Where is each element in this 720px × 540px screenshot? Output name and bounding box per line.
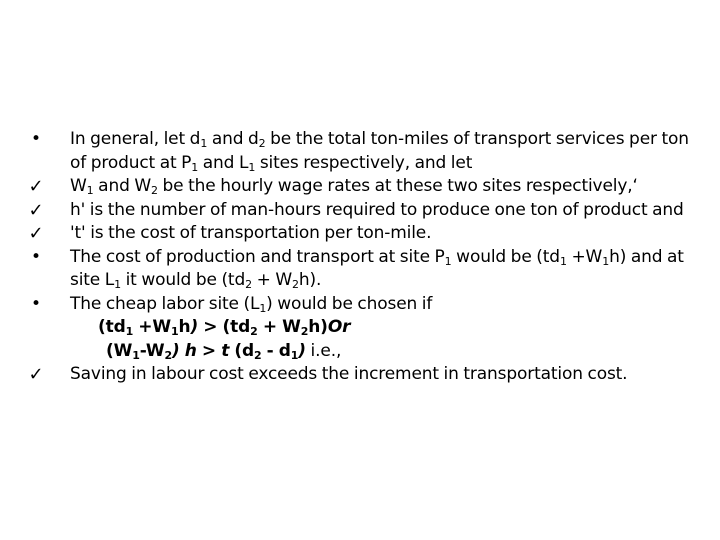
subscript: 1 (444, 254, 452, 268)
list-item (26, 199, 694, 223)
text: be the hourly wage rates at these two sites respectively,‘ (157, 176, 638, 196)
bullet-dot: • (31, 246, 41, 267)
list-item (26, 246, 694, 293)
text: and L (198, 152, 249, 173)
formula-text: ) (298, 340, 306, 361)
text: In general, let d (70, 129, 201, 149)
text: h) and at site L (70, 246, 684, 290)
subscript: 2 (253, 348, 262, 362)
text: 't' is the cost of transportation per ton-mile. (70, 223, 432, 243)
formula-text: ) (172, 340, 180, 361)
subscript: 1 (200, 137, 208, 150)
text: W (70, 176, 87, 196)
subscript: 1 (125, 325, 134, 338)
formula-text: h) (308, 317, 328, 337)
subscript: 1 (114, 278, 121, 291)
formula-text: (W (106, 340, 133, 361)
formula-text: +W (133, 317, 172, 337)
bullet-dot: • (31, 129, 41, 149)
subscript: 2 (258, 137, 266, 150)
formula-line (26, 340, 694, 364)
bullet-dot: • (31, 293, 41, 314)
text: h' is the number of man-hours required to produce one ton of product and (70, 199, 684, 220)
formula-text: Or (327, 317, 351, 337)
text: The cheap labor site (L (70, 293, 260, 314)
text: it would be (td (120, 270, 246, 290)
text: be the total ton-miles of transport services per ton of product at P (70, 129, 689, 173)
subscript: 1 (86, 184, 94, 197)
formula-text: - d (261, 340, 291, 361)
text: +W (566, 246, 603, 267)
text: sites respectively, and let (255, 152, 473, 173)
text: ) would be chosen if (266, 293, 433, 314)
subscript: 2 (300, 325, 309, 338)
text: would be (td (451, 246, 560, 267)
list-item (26, 175, 694, 199)
subscript: 2 (245, 278, 252, 291)
formula-text: h (178, 317, 191, 337)
formula-text: -W (139, 340, 165, 361)
checkmark-icon: ✓ (28, 364, 44, 385)
text: and W (93, 176, 152, 196)
text: + W (251, 270, 293, 290)
bullet-list (26, 128, 694, 387)
checkmark-icon: ✓ (28, 199, 44, 221)
list-item (26, 128, 694, 175)
formula-text: (d (229, 340, 254, 361)
checkmark-icon: ✓ (28, 223, 44, 244)
formula-text: + W (257, 317, 301, 337)
formula-text: > (td (198, 317, 251, 337)
list-item (26, 293, 694, 317)
subscript: 2 (164, 348, 173, 362)
text: The cost of production and transport at site P (70, 246, 445, 267)
list-item (26, 222, 694, 246)
formula-text: ) (190, 317, 199, 337)
text: h). (298, 270, 322, 290)
text: Saving in labour cost exceeds the increment in transportation cost. (70, 364, 628, 384)
subscript: 2 (250, 325, 258, 338)
subscript: 1 (290, 348, 299, 362)
subscript: 1 (602, 254, 610, 268)
subscript: 1 (248, 160, 256, 174)
formula-text: i.e., (305, 340, 342, 361)
text: and d (207, 129, 259, 149)
formula-text: h > t (179, 340, 230, 361)
subscript: 2 (151, 184, 158, 197)
checkmark-icon: ✓ (28, 176, 44, 197)
formula-line (26, 316, 694, 340)
list-item (26, 363, 694, 387)
formula-text: (td (98, 317, 126, 337)
subscript: 1 (259, 301, 267, 315)
subscript: 1 (559, 254, 567, 268)
subscript: 1 (191, 160, 199, 174)
subscript: 1 (132, 348, 140, 362)
subscript: 1 (171, 325, 179, 338)
subscript: 2 (292, 278, 299, 291)
